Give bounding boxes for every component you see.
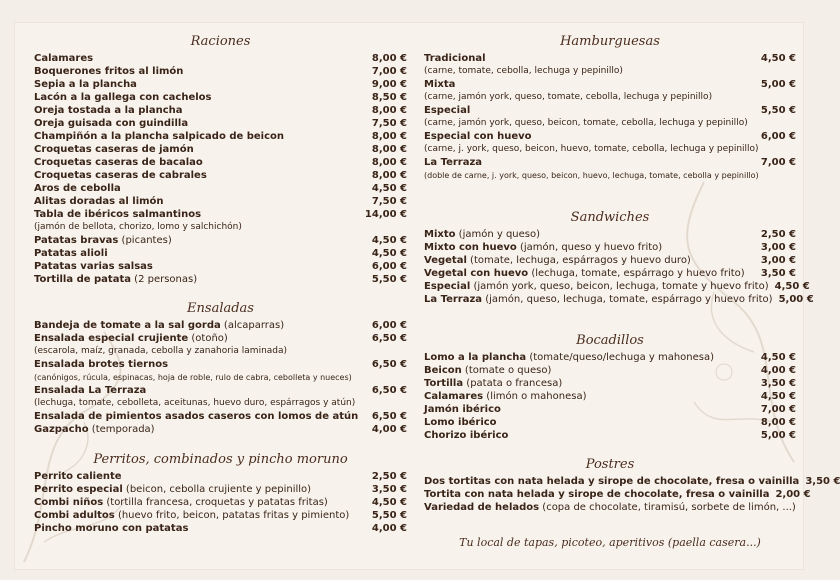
menu-item-price: 6,50 € xyxy=(371,333,407,344)
menu-item-name xyxy=(34,410,358,423)
menu-item-note: (otoño) xyxy=(188,333,228,344)
menu-item-name xyxy=(424,377,562,390)
menu-item-note: (alcaparras) xyxy=(220,320,285,331)
menu-item-title: Especial xyxy=(424,281,471,292)
menu-item-price: 4,50 € xyxy=(774,281,810,292)
menu-item-title: Lomo a la plancha xyxy=(424,352,527,363)
menu-item xyxy=(424,104,796,117)
menu-item-price: 4,50 € xyxy=(760,352,796,363)
menu-item-name xyxy=(34,104,183,117)
menu-item-name xyxy=(34,91,212,104)
menu-item xyxy=(34,247,407,260)
menu-item-title: Oreja tostada a la plancha xyxy=(34,105,183,116)
menu-item-title: Ensalada de pimientos asados caseros con lomos de atún xyxy=(34,411,359,422)
menu-item-title: Especial con huevo xyxy=(424,131,532,142)
menu-item-price: 3,50 € xyxy=(371,484,407,495)
menu-item-price: 5,50 € xyxy=(371,274,407,285)
menu-item xyxy=(34,91,407,104)
menu-item xyxy=(34,195,407,208)
menu-item-price: 4,50 € xyxy=(371,497,407,508)
menu-item-price: 3,50 € xyxy=(760,268,796,279)
section-title-perritos: Perritos, combinados y pincho moruno xyxy=(93,452,348,467)
menu-item-price: 2,00 € xyxy=(775,489,811,500)
menu-item-name xyxy=(424,280,769,293)
menu-item-title: Calamares xyxy=(34,53,94,64)
menu-item-title: Perrito caliente xyxy=(34,471,122,482)
menu-item-title: Croquetas caseras de bacalao xyxy=(34,157,203,168)
hamburguesas-list xyxy=(424,52,796,182)
menu-item-price: 3,00 € xyxy=(760,242,796,253)
menu-item-name xyxy=(34,470,122,483)
menu-item-note: (tomate o queso) xyxy=(461,365,552,376)
menu-item-description: (carne, jamón york, queso, beicon, tomate, cebolla, lechuga y pepinillo) xyxy=(424,118,748,128)
menu-item-title: Patatas bravas xyxy=(34,235,119,246)
menu-item-note: (jamón y queso) xyxy=(455,229,541,240)
menu-item-name xyxy=(424,351,714,364)
menu-item-title: Alitas doradas al limón xyxy=(34,196,164,207)
menu-item-title: Tortilla de patata xyxy=(34,274,131,285)
menu-item-note: (huevo frito, beicon, patatas fritas y pimiento) xyxy=(114,510,350,521)
menu-item-price: 8,00 € xyxy=(371,131,407,142)
menu-item-title: Mixto con huevo xyxy=(424,242,517,253)
menu-item xyxy=(34,522,407,535)
perritos-list xyxy=(34,470,407,535)
menu-item xyxy=(34,130,407,143)
menu-item-note: (copa de chocolate, tiramisú, sorbete de limón, ...) xyxy=(539,502,796,513)
menu-item-name xyxy=(34,65,183,78)
menu-item-title: Bandeja de tomate a la sal gorda xyxy=(34,320,221,331)
menu-item-note: (jamón, queso, lechuga, tomate, espárrago y huevo frito) xyxy=(482,294,773,305)
menu-item-price: 4,50 € xyxy=(760,391,796,402)
menu-item-name xyxy=(34,182,121,195)
menu-item-price: 7,50 € xyxy=(371,196,407,207)
menu-item-title: Pincho moruno con patatas xyxy=(34,523,189,534)
menu-item-title: Vegetal con huevo xyxy=(424,268,529,279)
menu-item-title: Champiñón a la plancha salpicado de beicon xyxy=(34,131,285,142)
menu-item xyxy=(34,470,407,483)
menu-item-title: La Terraza xyxy=(424,294,483,305)
menu-item-description: (carne, jamón york, queso, tomate, cebolla, lechuga y pepinillo) xyxy=(424,92,713,102)
menu-item-title: Mixta xyxy=(424,79,456,90)
menu-item-price: 6,50 € xyxy=(371,359,407,370)
menu-item-title: Perrito especial xyxy=(34,484,123,495)
section-title-sandwiches: Sandwiches xyxy=(570,210,650,225)
menu-item xyxy=(424,501,796,514)
menu-item-title: Ensalada brotes tiernos xyxy=(34,359,169,370)
menu-item-title: Gazpacho xyxy=(34,424,89,435)
menu-item-title: Oreja guisada con guindilla xyxy=(34,118,189,129)
menu-item-note: (jamón york, queso, beicon, lechuga, tomate y huevo frito) xyxy=(470,281,769,292)
menu-item-description: (carne, j. york, queso, beicon, huevo, tomate, cebolla, lechuga y pepinillo) xyxy=(424,144,759,154)
menu-item-name xyxy=(34,273,197,286)
menu-item-note: (tomate/queso/lechuga y mahonesa) xyxy=(526,352,715,363)
section-title-ensaladas: Ensaladas xyxy=(187,301,254,316)
menu-item-price: 8,00 € xyxy=(371,157,407,168)
menu-item xyxy=(34,182,407,195)
menu-item-name xyxy=(34,509,349,522)
menu-item xyxy=(34,208,407,221)
menu-item xyxy=(34,384,407,397)
menu-item-name xyxy=(424,364,551,377)
menu-item-note: (limón o mahonesa) xyxy=(483,391,587,402)
menu-item xyxy=(34,273,407,286)
postres-list xyxy=(424,475,840,514)
menu-item-name xyxy=(424,52,486,65)
menu-item-name xyxy=(424,475,799,488)
menu-item-title: Mixto xyxy=(424,229,456,240)
ensaladas-list xyxy=(34,319,407,436)
menu-item-name xyxy=(424,156,482,169)
section-title-raciones: Raciones xyxy=(190,34,251,49)
menu-item-price: 5,50 € xyxy=(371,510,407,521)
menu-sheet xyxy=(14,22,840,570)
menu-item xyxy=(424,130,796,143)
menu-item-price: 7,50 € xyxy=(371,118,407,129)
menu-item xyxy=(424,364,796,377)
menu-item-name xyxy=(34,384,146,397)
menu-item-description: (jamón de bellota, chorizo, lomo y salchichón) xyxy=(34,222,242,232)
menu-item xyxy=(424,293,814,306)
menu-item-price: 6,00 € xyxy=(371,320,407,331)
menu-item-name xyxy=(34,332,228,345)
menu-item xyxy=(34,319,407,332)
menu-item-name xyxy=(34,423,155,436)
menu-item-price: 7,00 € xyxy=(371,66,407,77)
menu-item-title: Lomo ibérico xyxy=(424,417,497,428)
menu-item-price: 4,50 € xyxy=(371,235,407,246)
menu-item xyxy=(34,410,407,423)
menu-item xyxy=(34,332,407,345)
menu-item-name xyxy=(34,319,284,332)
menu-item xyxy=(424,429,796,442)
menu-item-price: 4,00 € xyxy=(371,424,407,435)
menu-item-price: 3,00 € xyxy=(760,255,796,266)
menu-item-description: (doble de carne, j. york, queso, beicon, huevo, lechuga, tomate, cebolla y pepinillo) xyxy=(424,171,759,180)
menu-item xyxy=(424,390,796,403)
menu-item xyxy=(424,254,796,267)
menu-item-price: 5,00 € xyxy=(760,430,796,441)
menu-item-title: La Terraza xyxy=(424,157,483,168)
menu-item-name xyxy=(34,156,203,169)
menu-item-title: Beicon xyxy=(424,365,462,376)
menu-item xyxy=(34,483,407,496)
menu-item xyxy=(424,403,796,416)
menu-item-name xyxy=(424,403,501,416)
menu-item-description: (canónigos, rúcula, espinacas, hoja de roble, rulo de cabra, cebolleta y nueces) xyxy=(34,373,352,382)
menu-item-title: Combi niños xyxy=(34,497,104,508)
menu-item-title: Ensalada La Terraza xyxy=(34,385,147,396)
menu-item-note: (tortilla francesa, croquetas y patatas fritas) xyxy=(103,497,328,508)
menu-item-name xyxy=(34,234,172,247)
menu-item xyxy=(424,377,796,390)
menu-item-note: (jamón, queso y huevo frito) xyxy=(516,242,663,253)
menu-item xyxy=(424,416,796,429)
menu-item-name xyxy=(34,195,164,208)
menu-item-title: Especial xyxy=(424,105,471,116)
menu-item-price: 8,00 € xyxy=(371,105,407,116)
menu-item-name xyxy=(424,416,497,429)
menu-item-name xyxy=(34,117,188,130)
menu-item-note: (beicon, cebolla crujiente y pepinillo) xyxy=(122,484,312,495)
menu-item-price: 4,50 € xyxy=(760,53,796,64)
menu-item-price: 8,00 € xyxy=(760,417,796,428)
menu-item-name xyxy=(34,522,188,535)
menu-item-title: Calamares xyxy=(424,391,484,402)
menu-item-price: 8,00 € xyxy=(371,170,407,181)
menu-item-price: 3,50 € xyxy=(760,378,796,389)
menu-item-name xyxy=(424,488,769,501)
menu-item-title: Dos tortitas con nata helada y sirope de chocolate, fresa o vainilla xyxy=(424,476,800,487)
menu-item-price: 8,00 € xyxy=(371,53,407,64)
menu-item-description: (lechuga, tomate, cebolleta, aceitunas, huevo duro, espárragos y atún) xyxy=(34,398,356,408)
menu-item-note: (tomate, lechuga, espárragos y huevo duro) xyxy=(466,255,691,266)
menu-item-price: 4,00 € xyxy=(371,523,407,534)
menu-item-price: 3,50 € xyxy=(805,476,840,487)
menu-item-title: Patatas varias salsas xyxy=(34,261,153,272)
menu-item-name xyxy=(424,78,455,91)
menu-item-price: 2,50 € xyxy=(371,471,407,482)
menu-item xyxy=(34,78,407,91)
menu-item-title: Ensalada especial crujiente xyxy=(34,333,189,344)
menu-item-title: Jamón ibérico xyxy=(424,404,501,415)
raciones-list xyxy=(34,52,407,286)
menu-item-title: Tortilla xyxy=(424,378,464,389)
menu-item-title: Patatas alioli xyxy=(34,248,108,259)
menu-item-name xyxy=(34,483,311,496)
menu-item-title: Variedad de helados xyxy=(424,502,540,513)
menu-item xyxy=(34,496,407,509)
menu-item-title: Vegetal xyxy=(424,255,467,266)
menu-item xyxy=(424,351,796,364)
menu-item-price: 14,00 € xyxy=(364,209,407,220)
menu-item-name xyxy=(34,130,284,143)
menu-item-name xyxy=(34,52,93,65)
menu-item-title: Tabla de ibéricos salmantinos xyxy=(34,209,202,220)
menu-item-name xyxy=(424,293,773,306)
menu-item-price: 7,00 € xyxy=(760,404,796,415)
menu-item-name xyxy=(424,228,540,241)
menu-item xyxy=(424,228,796,241)
menu-item-price: 2,50 € xyxy=(760,229,796,240)
menu-item xyxy=(424,241,796,254)
menu-item-price: 5,50 € xyxy=(760,105,796,116)
menu-item-note: (picantes) xyxy=(118,235,172,246)
menu-item xyxy=(34,169,407,182)
section-title-hamburguesas: Hamburguesas xyxy=(560,34,660,49)
menu-item-price: 6,00 € xyxy=(371,261,407,272)
menu-item-price: 5,00 € xyxy=(778,294,814,305)
menu-item-name xyxy=(34,358,168,371)
menu-item-price: 6,50 € xyxy=(371,385,407,396)
menu-item xyxy=(34,143,407,156)
menu-item-note: (temporada) xyxy=(88,424,155,435)
menu-item xyxy=(34,117,407,130)
menu-item xyxy=(424,78,796,91)
menu-item-title: Tradicional xyxy=(424,53,486,64)
menu-item-title: Boquerones fritos al limón xyxy=(34,66,184,77)
menu-item-note: (lechuga, tomate, espárrago y huevo frito) xyxy=(528,268,745,279)
menu-item-title: Croquetas caseras de cabrales xyxy=(34,170,207,181)
section-title-bocadillos: Bocadillos xyxy=(576,333,644,348)
menu-item-price: 8,00 € xyxy=(371,144,407,155)
menu-item-name xyxy=(424,241,662,254)
menu-item-description: (carne, tomate, cebolla, lechuga y pepinillo) xyxy=(424,66,623,76)
menu-item-name xyxy=(34,143,194,156)
menu-item xyxy=(34,104,407,117)
menu-item xyxy=(34,358,407,371)
menu-item xyxy=(34,260,407,273)
menu-item-title: Aros de cebolla xyxy=(34,183,121,194)
menu-item-name xyxy=(424,130,532,143)
menu-item-title: Combi adultos xyxy=(34,510,115,521)
menu-item-price: 6,00 € xyxy=(760,131,796,142)
sandwiches-list xyxy=(424,228,814,306)
menu-item-name xyxy=(424,501,796,514)
menu-item-price: 4,50 € xyxy=(371,183,407,194)
menu-item-name xyxy=(424,390,586,403)
menu-item-name xyxy=(34,169,207,182)
menu-item-price: 7,00 € xyxy=(760,157,796,168)
menu-item-description: (escarola, maíz, granada, cebolla y zanahoria laminada) xyxy=(34,346,288,356)
menu-item-name xyxy=(34,208,201,221)
menu-item-price: 4,50 € xyxy=(371,248,407,259)
menu-item-title: Tortita con nata helada y sirope de chocolate, fresa o vainilla xyxy=(424,489,770,500)
menu-item-price: 8,50 € xyxy=(371,92,407,103)
menu-item xyxy=(34,156,407,169)
menu-item xyxy=(34,234,407,247)
menu-item xyxy=(424,52,796,65)
menu-item xyxy=(424,280,810,293)
menu-item-title: Lacón a la gallega con cachelos xyxy=(34,92,212,103)
menu-item xyxy=(424,267,796,280)
bocadillos-list xyxy=(424,351,796,442)
menu-item-name xyxy=(424,254,691,267)
menu-item xyxy=(34,423,407,436)
menu-item-note: (patata o francesa) xyxy=(463,378,563,389)
menu-item xyxy=(34,509,407,522)
menu-item-title: Chorizo ibérico xyxy=(424,430,509,441)
menu-item xyxy=(424,475,840,488)
menu-item xyxy=(34,52,407,65)
menu-item-name xyxy=(424,429,508,442)
menu-item-title: Sepia a la plancha xyxy=(34,79,137,90)
menu-item-name xyxy=(34,247,108,260)
menu-item-price: 5,00 € xyxy=(760,79,796,90)
menu-item-title: Croquetas caseras de jamón xyxy=(34,144,194,155)
menu-item-price: 4,00 € xyxy=(760,365,796,376)
section-title-postres: Postres xyxy=(585,457,635,472)
menu-item-note: (2 personas) xyxy=(130,274,198,285)
menu-item-price: 9,00 € xyxy=(371,79,407,90)
menu-item xyxy=(424,488,811,501)
menu-item-name xyxy=(34,260,153,273)
menu-item xyxy=(34,65,407,78)
menu-item xyxy=(424,156,796,169)
menu-item-name xyxy=(34,496,328,509)
menu-item-name xyxy=(34,78,137,91)
menu-tagline: Tu local de tapas, picoteo, aperitivos (paella casera...) xyxy=(459,536,761,549)
menu-item-price: 6,50 € xyxy=(371,411,407,422)
menu-item-name xyxy=(424,104,470,117)
menu-item-name xyxy=(424,267,745,280)
